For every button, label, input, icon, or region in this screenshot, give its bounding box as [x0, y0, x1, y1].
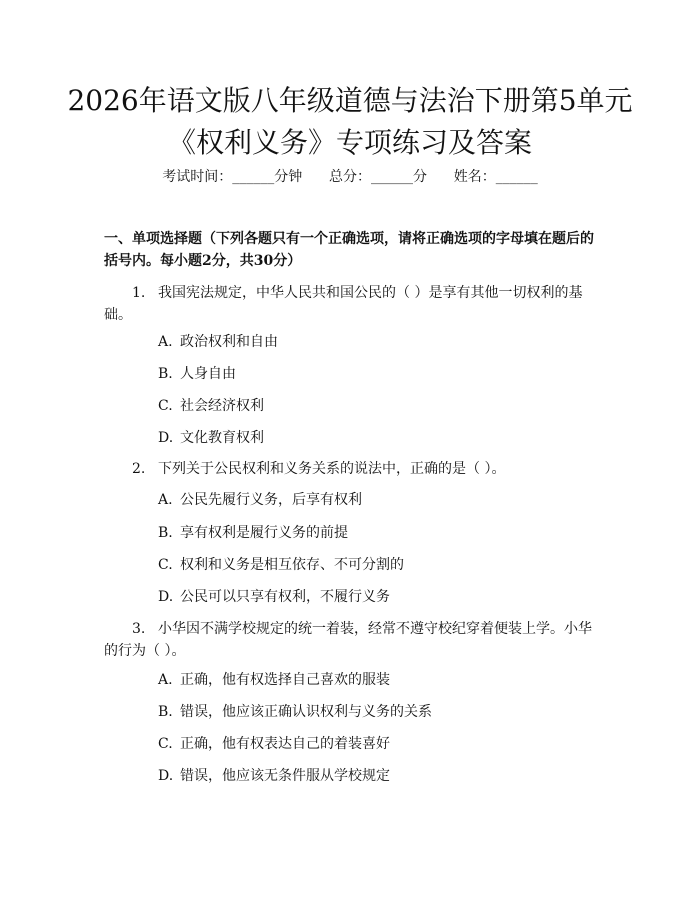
option-letter: D.: [158, 589, 174, 605]
question-1: [104, 282, 604, 326]
option-2-d: [158, 587, 390, 607]
option-2-c: [158, 555, 404, 575]
option-letter: B.: [158, 525, 173, 541]
question-number: 3.: [132, 621, 146, 637]
option-text: 权利和义务是相互依存、不可分割的: [180, 557, 404, 573]
option-text: 正确，他有权表达自己的着装喜好: [180, 736, 390, 752]
option-letter: C.: [158, 557, 173, 573]
option-text: 错误，他应该无条件服从学校规定: [180, 768, 390, 784]
option-text: 社会经济权利: [180, 398, 264, 414]
option-letter: D.: [158, 430, 174, 446]
option-1-d: [158, 428, 264, 448]
option-letter: A.: [158, 334, 173, 350]
option-1-a: [158, 332, 278, 352]
question-number: 1.: [132, 285, 146, 301]
option-letter: B.: [158, 366, 173, 382]
option-text: 错误，他应该正确认识权利与义务的关系: [180, 704, 432, 720]
option-text: 公民先履行义务，后享有权利: [180, 492, 362, 508]
option-text: 公民可以只享有权利，不履行义务: [180, 589, 390, 605]
question-stem: 我国宪法规定，中华人民共和国公民的（ ）是享有其他一切权利的基础。: [104, 285, 583, 323]
question-3: [104, 618, 604, 662]
page-title: 2026年语文版八年级道德与法治下册第5单元《权利义务》专项练习及答案: [67, 84, 633, 159]
question-stem: 小华因不满学校规定的统一着装，经常不遵守校纪穿着便装上学。小华的行为（ ）。: [104, 621, 592, 659]
option-2-b: [158, 523, 348, 543]
option-letter: D.: [158, 768, 174, 784]
option-text: 享有权利是履行义务的前提: [180, 525, 348, 541]
option-3-a: [158, 670, 390, 690]
option-text: 文化教育权利: [180, 430, 264, 446]
option-letter: A.: [158, 492, 173, 508]
option-text: 人身自由: [180, 366, 236, 382]
option-1-b: [158, 364, 236, 384]
option-letter: B.: [158, 704, 173, 720]
option-3-b: [158, 702, 432, 722]
option-letter: C.: [158, 398, 173, 414]
option-1-c: [158, 396, 264, 416]
question-2: [104, 458, 604, 480]
option-3-d: [158, 766, 390, 786]
option-text: 正确，他有权选择自己喜欢的服装: [180, 672, 390, 688]
section-heading: 一、单项选择题（下列各题只有一个正确选项，请将正确选项的字母填在题后的括号内。每小题2分，共30分）: [104, 231, 594, 269]
option-2-a: [158, 490, 362, 510]
option-letter: C.: [158, 736, 173, 752]
option-text: 政治权利和自由: [180, 334, 278, 350]
exam-info-line: 考试时间：______分钟 总分：______分 姓名：______: [162, 169, 538, 185]
question-number: 2.: [132, 461, 146, 477]
option-letter: A.: [158, 672, 173, 688]
option-3-c: [158, 734, 390, 754]
question-stem: 下列关于公民权利和义务关系的说法中，正确的是（ ）。: [158, 461, 506, 477]
